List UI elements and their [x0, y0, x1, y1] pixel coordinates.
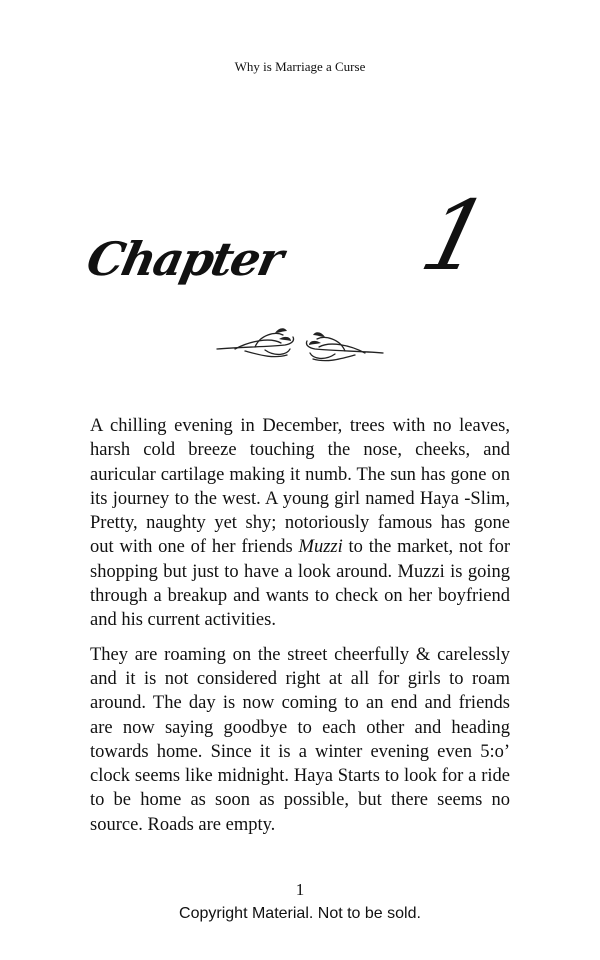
chapter-number: 1 [411, 180, 501, 292]
paragraph-1 [90, 414, 510, 633]
chapter-word: Chapter [82, 232, 287, 286]
chapter-body [90, 414, 510, 847]
running-head: Why is Marriage a Curse [234, 59, 366, 74]
paragraph-1-text-a: A chilling evening in December, trees with no leaves, harsh cold breeze touching the nose, cheeks, and auricular cartilage making it numb. The sun has gone on its journey to the west. A young girl named Haya -Slim, Pretty, naughty yet shy; notoriously famous has gone out with one of her friends [90, 416, 510, 558]
copyright-notice: Copyright Material. Not to be sold. [179, 905, 421, 922]
page-number: 1 [295, 880, 305, 899]
paragraph-2 [90, 643, 510, 837]
paragraph-1-text-b: to the market, not for shopping but just to have a look around. Muzzi is going through a breakup and wants to check on her boyfriend and his current activities. [90, 537, 510, 631]
paragraph-2-text: They are roaming on the street cheerfully & carelessly and it is not considered right at all for girls to roam around. The day is now coming to an end and friends are now saying goodbye to each other and heading towards home. Since it is a winter evening even 5:o’ clock seems like midnight. Haya Starts to look for a ride to be home as soon as possible, but there seems no source. Roads are empty. [90, 644, 510, 835]
floral-divider-icon [215, 325, 385, 365]
paragraph-1-italic-name: Muzzi [298, 537, 343, 558]
